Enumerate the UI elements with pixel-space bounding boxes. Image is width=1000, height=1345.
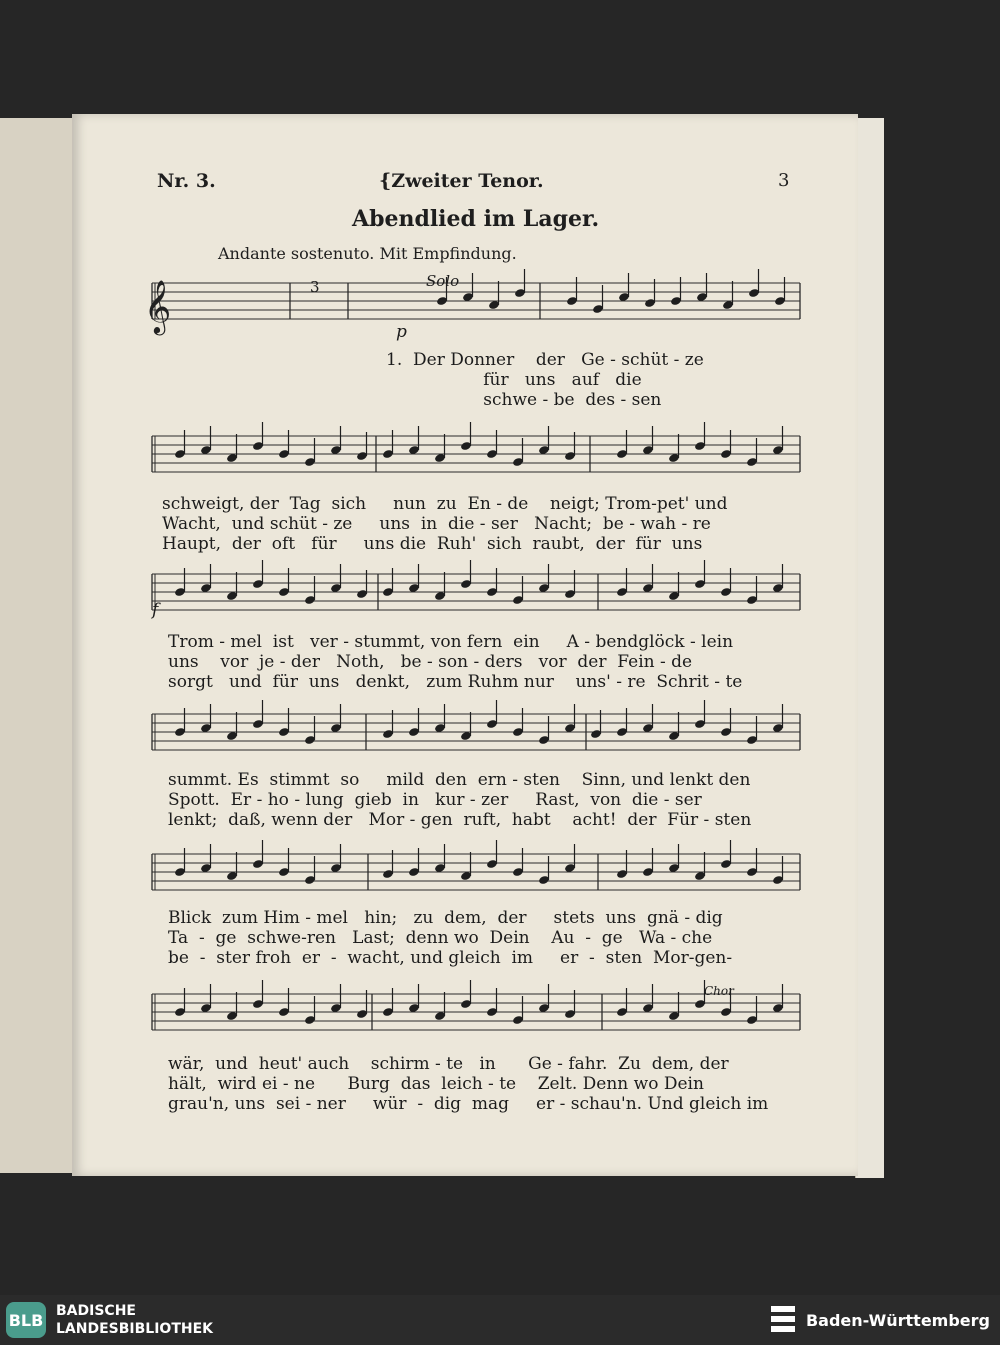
blb-logo[interactable]: BLB bbox=[6, 1302, 46, 1338]
lyrics-system-3-line-2: uns vor je - der Noth, be - son - ders vor der Fein - de bbox=[168, 652, 693, 672]
solo-label: Solo bbox=[426, 272, 460, 290]
dynamic-piano: p bbox=[396, 322, 407, 342]
tempo-marking: Andante sostenuto. Mit Empfindung. bbox=[218, 244, 517, 263]
lyrics-system-5-line-3: be - ster froh er - wacht, und gleich im er - sten Mor-gen- bbox=[168, 948, 733, 968]
dynamic-forte: f bbox=[152, 600, 159, 620]
state-logo[interactable] bbox=[768, 1303, 990, 1337]
lyrics-system-5-line-2: Ta - ge schwe-ren Last; denn wo Dein Au - ge Wa - che bbox=[168, 928, 713, 948]
lyrics-system-1-line-2: für uns auf die bbox=[386, 370, 642, 390]
library-name[interactable] bbox=[56, 1302, 213, 1338]
lyrics-system-6-line-1: wär, und heut' auch schirm - te in Ge - fahr. Zu dem, der bbox=[168, 1054, 729, 1074]
lyrics-system-1-line-1: 1. Der Donner der Ge - schüt - ze bbox=[386, 350, 704, 370]
song-number: Nr. 3. bbox=[157, 170, 216, 192]
lyrics-system-5-line-1: Blick zum Him - mel hin; zu dem, der stets uns gnä - dig bbox=[168, 908, 723, 928]
footer-bar bbox=[0, 1295, 1000, 1345]
lions-crest-icon bbox=[768, 1303, 798, 1337]
voice-part: {Zweiter Tenor. bbox=[379, 170, 544, 192]
lyrics-system-4-line-1: summt. Es stimmt so mild den ern - sten Sinn, und lenkt den bbox=[168, 770, 751, 790]
lyrics-system-3-line-3: sorgt und für uns denkt, zum Ruhm nur uns' - re Schrit - te bbox=[168, 672, 743, 692]
lyrics-system-1-line-3: schwe - be des - sen bbox=[386, 390, 662, 410]
treble-clef-icon: 𝄞 bbox=[144, 279, 172, 333]
lyrics-system-4-line-3: lenkt; daß, wenn der Mor - gen ruft, habt acht! der Für - sten bbox=[168, 810, 752, 830]
lyrics-system-3-line-1: Trom - mel ist ver - stummt, von fern ein A - bendglöck - lein bbox=[168, 632, 734, 652]
library-name-line-2: LANDESBIBLIOTHEK bbox=[56, 1321, 214, 1337]
lyrics-system-2-line-1: schweigt, der Tag sich nun zu En - de neigt; Trom-pet' und bbox=[162, 494, 728, 514]
music-page bbox=[72, 114, 858, 1176]
lyrics-system-6-line-3: grau'n, uns sei - ner wür - dig mag er - schau'n. Und gleich im bbox=[168, 1094, 769, 1114]
lyrics-system-2-line-2: Wacht, und schüt - ze uns in die - ser Nacht; be - wah - re bbox=[162, 514, 711, 534]
page-number: 3 bbox=[778, 170, 790, 191]
chor-label: Chor bbox=[704, 984, 734, 998]
state-name: Baden-Württemberg bbox=[805, 1310, 990, 1330]
left-page-edge bbox=[0, 118, 72, 1173]
lyrics-system-2-line-3: Haupt, der oft für uns die Ruh' sich raubt, der für uns bbox=[162, 534, 703, 554]
rest-count-label: 3 bbox=[310, 278, 320, 296]
right-page-edge bbox=[855, 118, 884, 1178]
library-name-line-1: BADISCHE bbox=[56, 1303, 136, 1319]
lyrics-system-4-line-2: Spott. Er - ho - lung gieb in kur - zer Rast, von die - ser bbox=[168, 790, 702, 810]
lyrics-system-6-line-2: hält, wird ei - ne Burg das leich - te Zelt. Denn wo Dein bbox=[168, 1074, 704, 1094]
song-title: Abendlied im Lager. bbox=[352, 206, 600, 232]
